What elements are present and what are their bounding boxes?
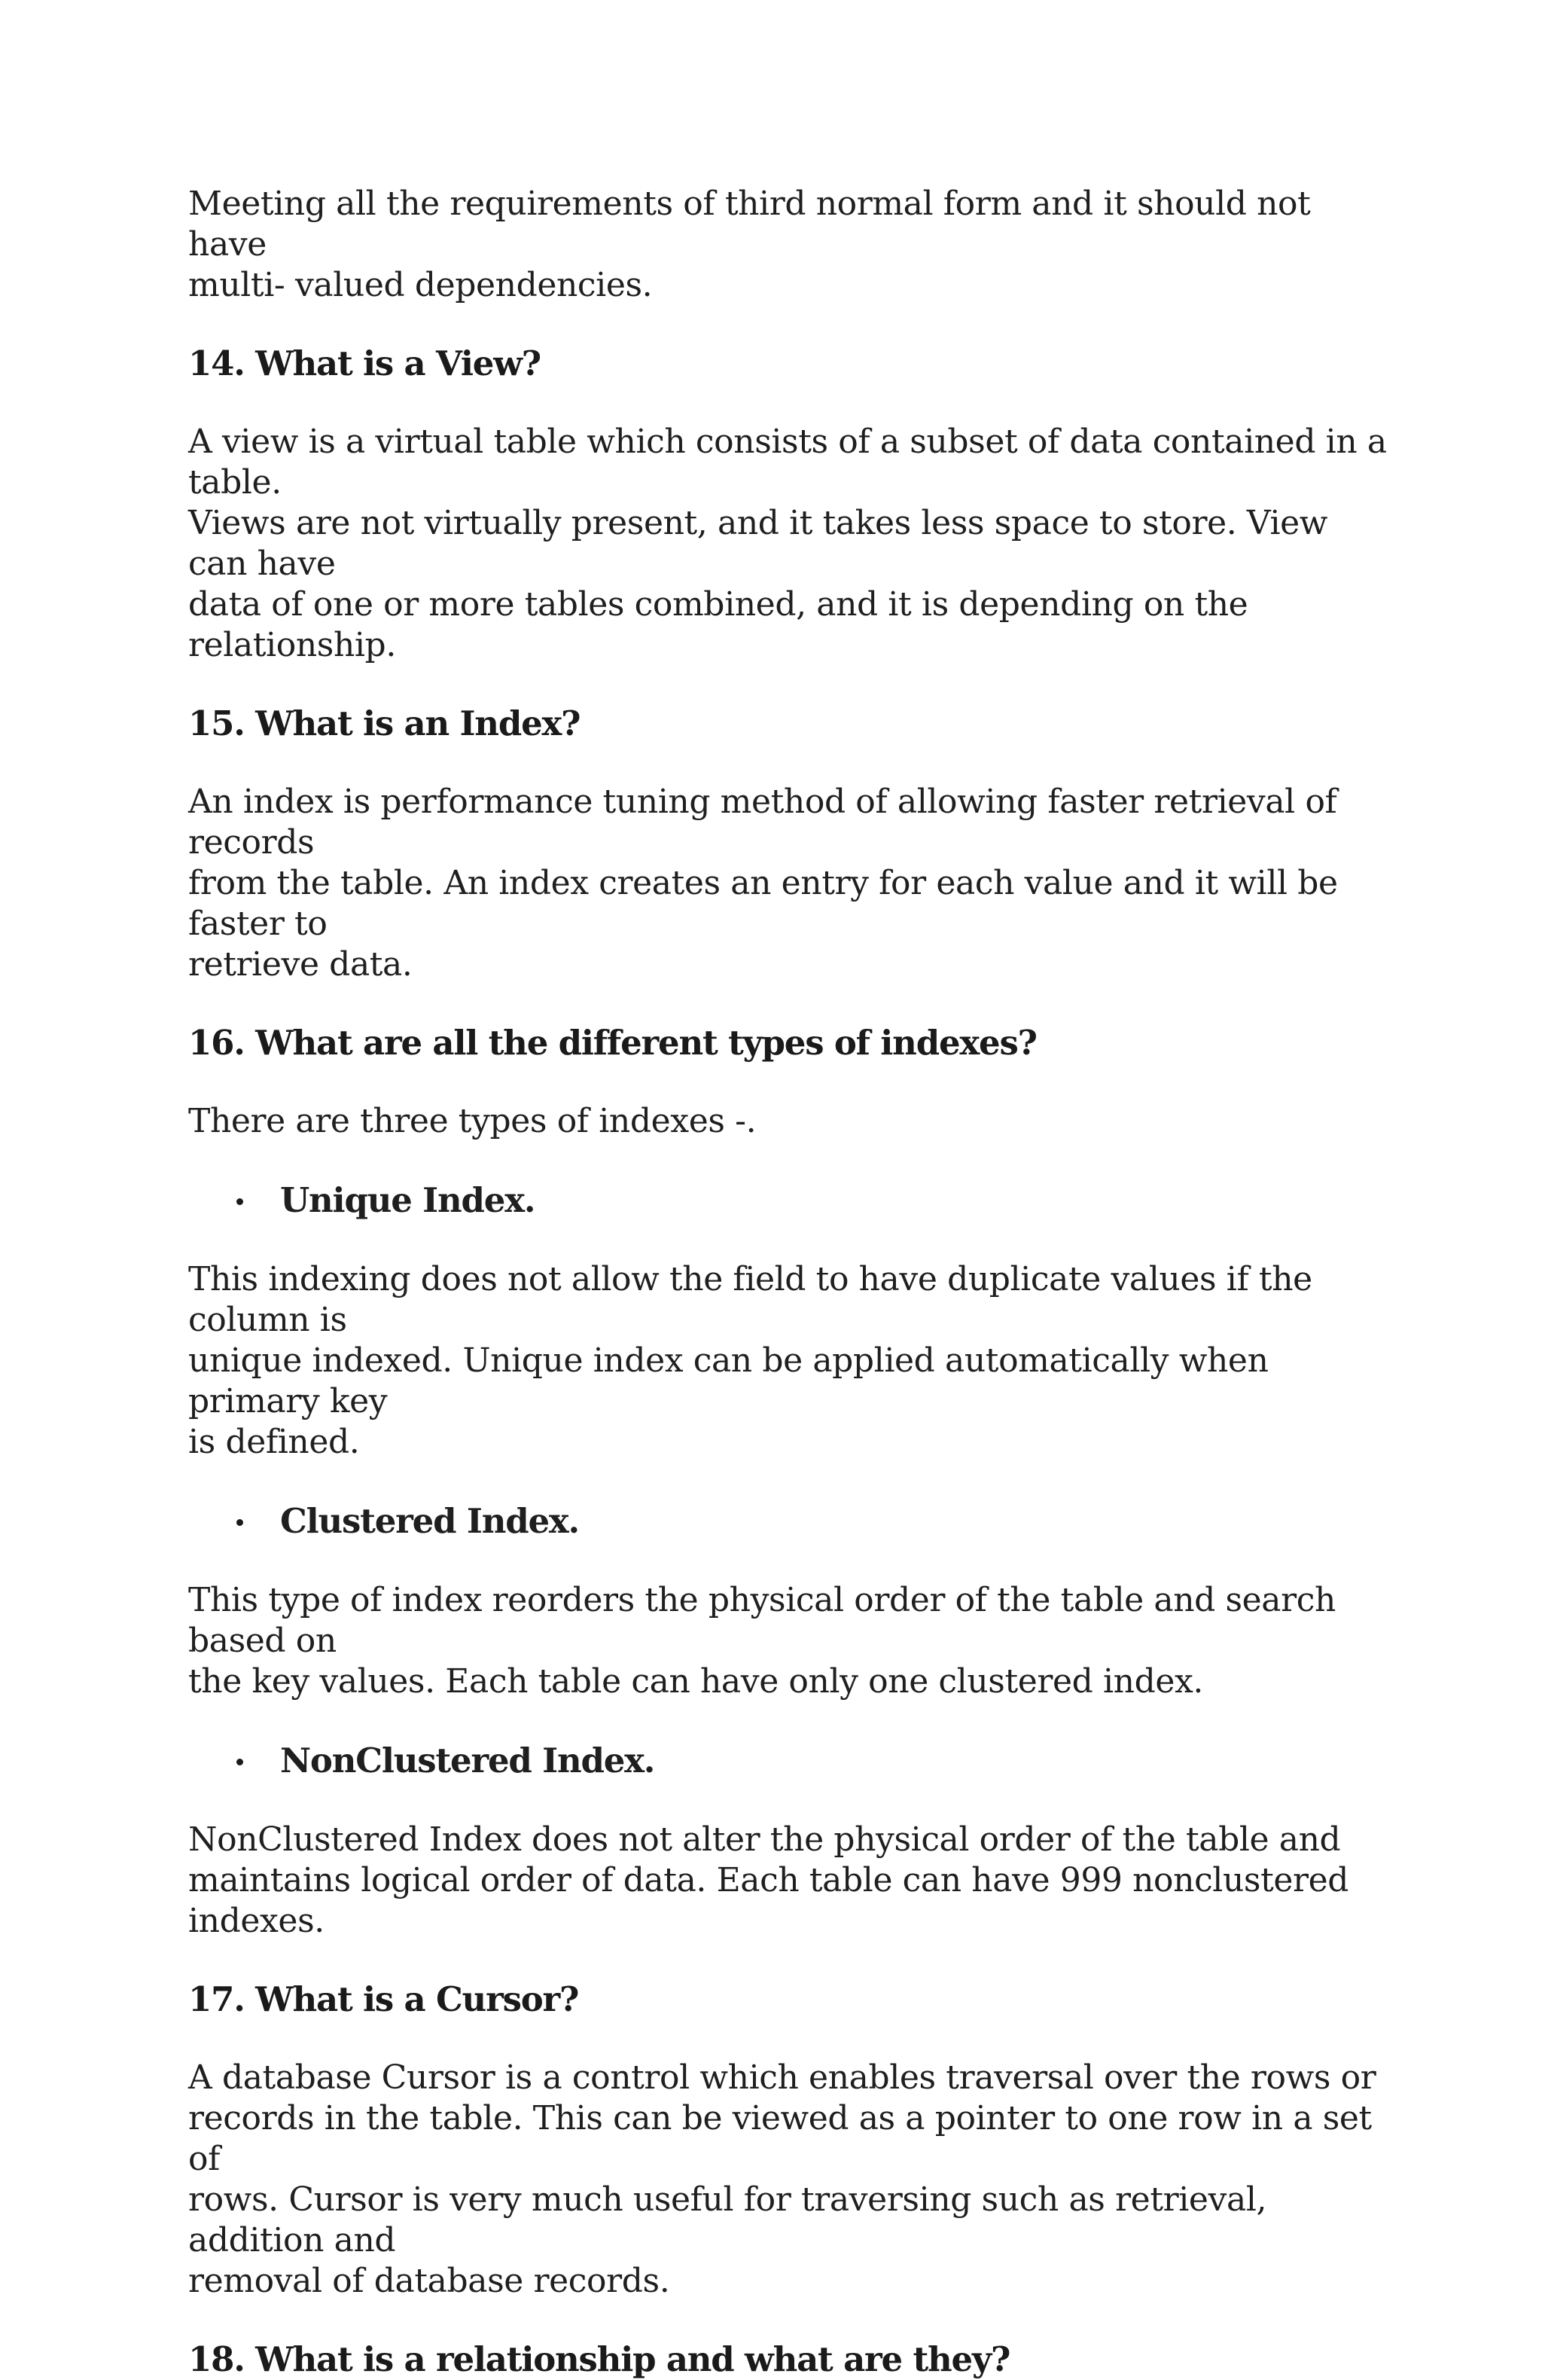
text-line: records in the table. This can be viewed as a pointer to one row in a set of [188, 2099, 1372, 2178]
bullet-dot-icon [236, 1519, 243, 1526]
text-line: maintains logical order of data. Each table can have 999 nonclustered indexes. [188, 1861, 1349, 1940]
text-line: rows. Cursor is very much useful for traversing such as retrieval, addition and [188, 2180, 1267, 2259]
question-14-answer [188, 422, 1393, 666]
document-page [188, 184, 1393, 2380]
text-line: A view is a virtual table which consists of a subset of data contained in a table. [188, 423, 1387, 502]
bullet-item-unique-index [188, 1180, 1393, 1221]
text-line: An index is performance tuning method of allowing faster retrieval of records [188, 783, 1337, 862]
question-15-heading: 15. What is an Index? [188, 703, 581, 743]
nonclustered-index-description [188, 1820, 1393, 1942]
text-line: This indexing does not allow the field to have duplicate values if the column is [188, 1260, 1312, 1339]
text-line: is defined. [188, 1423, 360, 1461]
text-line: A database Cursor is a control which enables traversal over the rows or [188, 2058, 1376, 2097]
text-line: retrieve data. [188, 945, 413, 984]
text-line: NonClustered Index does not alter the physical order of the table and [188, 1820, 1341, 1859]
question-14-heading: 14. What is a View? [188, 343, 541, 383]
text-line: multi- valued dependencies. [188, 266, 653, 304]
question-15-answer [188, 782, 1393, 985]
text-line: Meeting all the requirements of third normal form and it should not have [188, 185, 1311, 264]
text-line: from the table. An index creates an entry for each value and it will be faster to [188, 864, 1338, 943]
text-line: This type of index reorders the physical order of the table and search based on [188, 1581, 1336, 1660]
intro-paragraph [188, 184, 1393, 306]
bullet-dot-icon [236, 1759, 243, 1765]
bullet-item-nonclustered-index [188, 1741, 1393, 1781]
bullet-item-clustered-index [188, 1501, 1393, 1542]
text-line: removal of database records. [188, 2262, 670, 2300]
clustered-index-description [188, 1580, 1393, 1702]
bullet-label: Clustered Index. [280, 1501, 580, 1541]
bullet-label: Unique Index. [280, 1180, 535, 1220]
bullet-label: NonClustered Index. [280, 1741, 655, 1780]
bullet-dot-icon [236, 1198, 243, 1205]
text-line: Views are not virtually present, and it takes less space to store. View can have [188, 504, 1328, 583]
question-18-heading: 18. What is a relationship and what are they? [188, 2339, 1010, 2379]
text-line: unique indexed. Unique index can be applied automatically when primary key [188, 1341, 1269, 1420]
text-line: the key values. Each table can have only one clustered index. [188, 1662, 1204, 1701]
question-16-heading: 16. What are all the different types of indexes? [188, 1023, 1037, 1063]
question-17-heading: 17. What is a Cursor? [188, 1979, 579, 2019]
question-17-answer [188, 2058, 1393, 2302]
unique-index-description [188, 1259, 1393, 1463]
question-16-intro: There are three types of indexes -. [188, 1102, 757, 1140]
text-line: data of one or more tables combined, and it is depending on the relationship. [188, 585, 1248, 664]
